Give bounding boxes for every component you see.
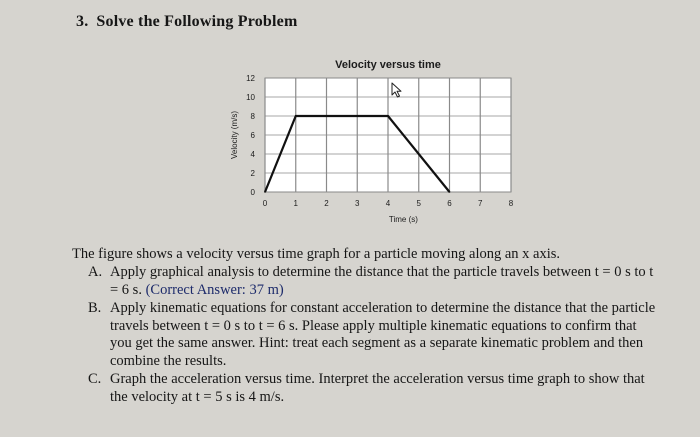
x-tick-label: 7 (478, 199, 483, 208)
x-tick-label: 6 (447, 199, 452, 208)
chart-svg (215, 50, 525, 240)
problem-number: 3. (76, 13, 89, 30)
item-text: Graph the acceleration versus time. Interpret the acceleration versus time graph to show that the velocity at t = 5 s is 4 m/s. (110, 371, 645, 405)
y-tick-label: 2 (250, 169, 255, 178)
problem-items (88, 264, 658, 407)
problem-item-c (88, 371, 658, 406)
x-tick-label: 1 (293, 199, 298, 208)
y-tick-label: 12 (246, 74, 255, 83)
data-point (295, 115, 297, 117)
x-tick-label: 5 (416, 199, 421, 208)
x-tick-label: 0 (262, 199, 268, 208)
item-letter: A. (88, 264, 103, 280)
chart-title: Velocity versus time (335, 59, 441, 71)
problem-item-b (88, 300, 658, 370)
y-tick-label: 4 (250, 150, 255, 159)
data-point (387, 115, 389, 117)
x-tick-label: 4 (385, 199, 391, 208)
x-axis-label: Time (s) (388, 215, 418, 224)
y-tick-label: 10 (246, 93, 255, 102)
y-tick-label: 0 (250, 188, 255, 197)
problem-intro: The figure shows a velocity versus time graph for a particle moving along an x axis. (72, 246, 561, 262)
problem-heading (76, 13, 298, 31)
y-axis-label: Velocity (m/s) (230, 110, 239, 160)
x-tick-label: 2 (324, 199, 329, 208)
y-tick-label: 6 (250, 131, 255, 140)
data-point (264, 191, 266, 193)
x-tick-label: 3 (355, 199, 360, 208)
item-letter: B. (88, 300, 102, 316)
item-letter: C. (88, 371, 102, 387)
data-point (449, 191, 451, 193)
correct-answer: (Correct Answer: 37 m) (145, 281, 284, 298)
item-text: Apply graphical analysis to determine the distance that the particle travels between t = 0 s to t = 6 s. (110, 264, 654, 298)
velocity-time-chart (215, 50, 525, 240)
problem-title: Solve the Following Problem (96, 13, 298, 30)
item-text: Apply kinematic equations for constant acceleration to determine the distance that the particle travels between t = 0 s to t = 6 s. Please apply multiple kinematic equations to confirm that you get the same answer. Hint: treat each segment as a separate kinematic problem and then combine the results. (110, 300, 656, 369)
problem-item-a (88, 264, 658, 299)
y-tick-label: 8 (250, 112, 255, 121)
x-tick-label: 8 (508, 199, 514, 208)
